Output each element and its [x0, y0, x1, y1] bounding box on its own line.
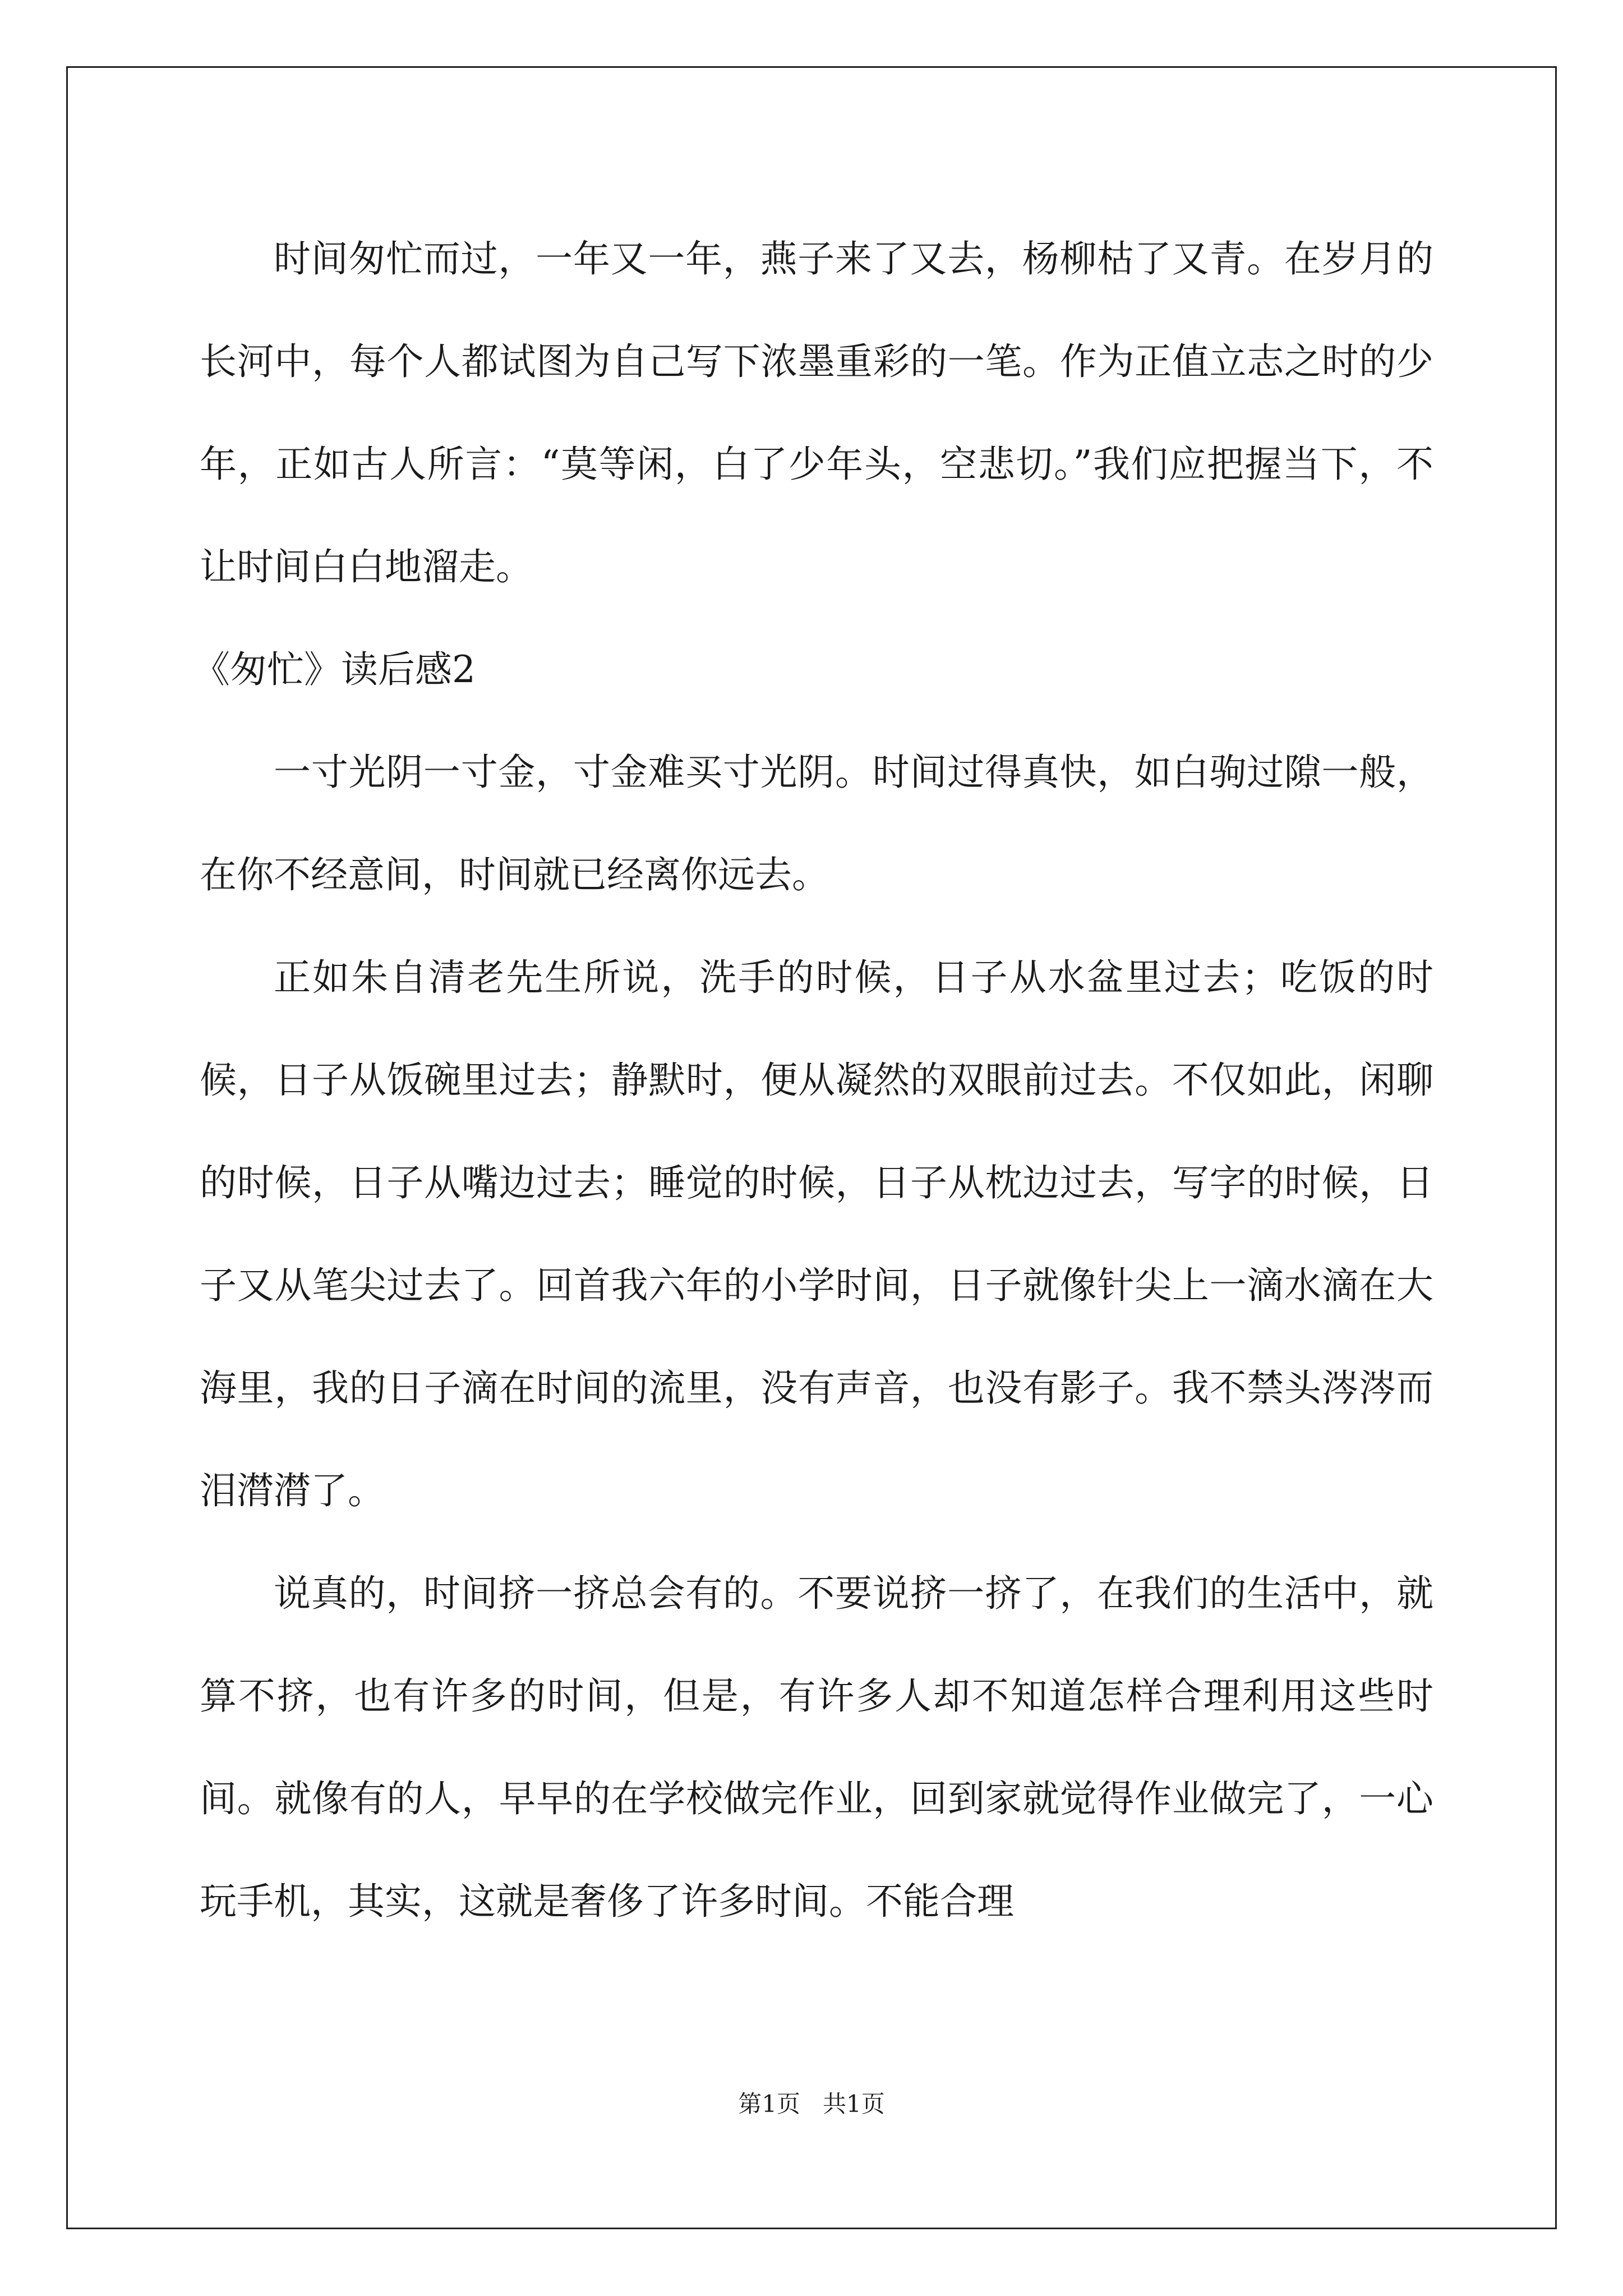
document-body [193, 208, 1433, 1953]
paragraph-1: 时间匆忙而过，一年又一年，燕子来了又去，杨柳枯了又青。在岁月的长河中，每个人都试图为自己写下浓墨重彩的一笔。作为正值立志之时的少年，正如古人所言：“莫等闲，白了少年头，空悲切。”我们应把握当下，不让时间白白地溜走。 [200, 237, 1433, 588]
paragraph-2: 一寸光阴一寸金，寸金难买寸光阴。时间过得真快，如白驹过隙一般，在你不经意间，时间就已经离你远去。 [200, 751, 1433, 896]
section-heading: 《匆忙》读后感2 [193, 648, 476, 691]
paragraph-3: 正如朱自清老先生所说，洗手的时候，日子从水盆里过去；吃饭的时候，日子从饭碗里过去；静默时，便从凝然的双眼前过去。不仅如此，闲聊的时候，日子从嘴边过去；睡觉的时候，日子从枕边过去，写字的时候，日子又从笔尖过去了。回首我六年的小学时间，日子就像针尖上一滴水滴在大海里，我的日子滴在时间的流里，没有声音，也没有影子。我不禁头涔涔而泪潸潸了。 [200, 956, 1433, 1512]
page-number-footer: 第1页 共1页 [738, 2090, 885, 2118]
paragraph-4: 说真的，时间挤一挤总会有的。不要说挤一挤了，在我们的生活中，就算不挤，也有许多的时间，但是，有许多人却不知道怎样合理利用这些时间。就像有的人，早早的在学校做完作业，回到家就觉得作业做完了，一心玩手机，其实，这就是奢侈了许多时间。不能合理 [200, 1572, 1433, 1923]
